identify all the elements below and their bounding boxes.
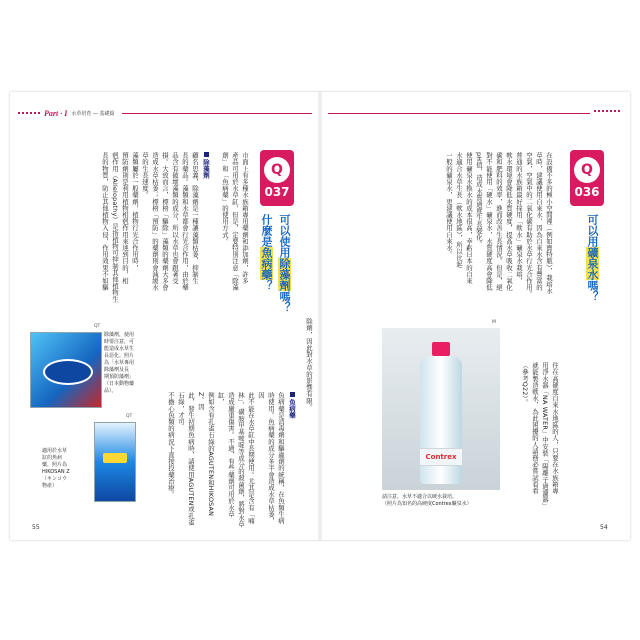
photo-caption: [382, 494, 522, 508]
text-line: 產品可用於水草缸，但是，定要特別注意「除藻: [231, 152, 239, 291]
text-line: 除藻劑及長: [104, 367, 130, 373]
algaecide-product-photo: [30, 332, 102, 408]
bottle-cap: [432, 342, 450, 356]
text-line: 除藻劑，使用: [104, 332, 135, 338]
title-part: 嗎？: [586, 280, 599, 302]
text-line: 水適合水草生長（軟水地區），所以比起: [455, 152, 463, 268]
text-line: 長的藥品。藻類和水草都會行光合作用，由於藥: [181, 152, 189, 291]
text-line: 空氣，空氣中的二氧化碳有助於水草行光合作用。: [525, 152, 533, 298]
product-tag-1: QT: [94, 324, 101, 329]
text-line: 使用礦泉水換水的成本很高，幸虧日本的自來: [465, 152, 473, 284]
section-crumb: 水草培育 — 基礎篇: [71, 110, 115, 117]
q037-intro: [216, 152, 250, 342]
text-line: pH值，造成水質過度生長變化。: [475, 152, 483, 248]
text-line: 藻類屬於一般藥劑，植物行光合作用時，: [131, 152, 139, 271]
text-line: 除劑，因此對水草的影響有限。: [305, 318, 313, 411]
text-line: 長惡化。照片: [104, 353, 135, 359]
title-part: 嗎？: [278, 291, 291, 313]
subhead-text: 魚病藥: [288, 399, 296, 419]
question-badge-037: [260, 150, 294, 206]
header-rule-left: [122, 113, 312, 114]
algaecide-continued: [302, 318, 314, 528]
q-letter: Q: [574, 157, 600, 183]
contrex-photo: [382, 328, 500, 490]
title-part: 可以用: [586, 214, 599, 247]
text-line: 魚病藥是消毒劑和驅蟲劑的統稱，在魚類生病: [277, 392, 285, 524]
text-line: 期預防藻劑」: [104, 374, 135, 380]
header-rule-right: [328, 113, 590, 114]
text-line: 草時，建議使用自來水，因為自來水含有豐富的: [535, 152, 543, 291]
subhead-square: [290, 392, 295, 397]
q036-continued: [520, 362, 560, 530]
text-line: 普通的水族箱最好採用「軟水」礦泉水栽培，: [515, 152, 523, 284]
subhead-square: [204, 152, 209, 157]
algaecide-body: [90, 152, 200, 357]
text-line: 預防劑則是利用植物相剋作用來達到目的，相: [121, 152, 129, 284]
text-line: 對不能使用「硬水」礦泉水，水質硬度高會降低: [485, 152, 493, 291]
text-line: 例如含有孔雀石綠的AGUTEN和HIKOSAN Z。因: [197, 392, 215, 517]
q037-title-line1: [276, 214, 292, 404]
question-badge-036: [570, 150, 604, 206]
q037-title-line2: [258, 214, 274, 404]
text-line: 長的物質，防止其他植物入侵，作用效果不如驅: [101, 152, 109, 291]
text-line: 品）。: [104, 388, 117, 394]
q-number: 037: [264, 185, 290, 199]
text-line: 顧名思義，除藻劑是一種讓藻類枯萎、抑制生: [191, 152, 199, 284]
text-line: 軟水環境會降低水質硬度，提高水草吸收二氧化: [505, 152, 513, 291]
caption-line: 請注意，水草不適合以硬水栽培。: [382, 494, 458, 500]
header-dots-right: [594, 110, 620, 112]
text-line: 市面上有多種水族箱專用藥劑和添加劑，許多: [241, 152, 249, 284]
part-label: Part · I: [44, 108, 68, 118]
text-line: 造成嚴重傷害。不過，有些藥劑可用於水草缸，: [217, 392, 235, 518]
text-line: 草的生長速度。: [141, 152, 149, 199]
text-line: 用淨水器「NA WATER」中安裝「陽離子過濾器」: [541, 362, 549, 510]
text-line: （キンコウ: [42, 476, 67, 482]
text-line: 造成水草枯萎；標榜「預防」的藥劑則會減緩水: [151, 152, 159, 291]
text-line: 為「水草專用: [104, 360, 135, 366]
running-header: [18, 106, 115, 120]
q036-body: [418, 152, 554, 357]
page-number-right: 54: [600, 524, 608, 531]
text-line: 林」、磺胺甲基嘧啶等成分的殺菌劑，將對水草: [237, 392, 245, 528]
text-line: 時要注意，可: [104, 339, 135, 345]
subhead-fish-medicine: [288, 392, 297, 442]
text-line: 適用於水草: [42, 448, 68, 454]
text-line: 藥，照片為: [42, 462, 68, 468]
text-line: 此，發生初期魚病時，請使用AGUTEN或孔雀石綠，才可: [177, 392, 195, 526]
q-letter: Q: [264, 157, 290, 183]
text-line: 碳和肥料的效率，進而改善生長情況。但是，絕: [495, 152, 503, 291]
page-number-left: 55: [32, 524, 40, 531]
title-part: ？: [260, 280, 273, 291]
title-highlight: 魚病藥: [260, 247, 273, 280]
text-line: 劑」和「魚病藥」的使用方式。: [221, 152, 229, 245]
book-spread: [10, 92, 630, 540]
text-line: 時使用。魚病藥的成分多半會造成水草枯萎，因: [257, 392, 275, 524]
bottle-label: Contrex: [420, 448, 462, 466]
page-gutter: [317, 92, 323, 540]
text-line: 缸的魚病: [42, 455, 63, 461]
q036-title: [584, 214, 600, 414]
subhead-text: 除藻劑: [202, 159, 210, 179]
q-number: 036: [574, 185, 600, 199]
text-line: 品含有破壞藻類的成分，所以水草也會跟著受: [171, 152, 179, 284]
text-line: 此不能在水草缸中長期使用。尤其是含有「喃: [247, 392, 255, 524]
text-line: 損。大致而言，標榜「驅除」藻類的藥劑大多會: [161, 152, 169, 291]
fish-medicine-note: [42, 448, 90, 490]
title-part: 什麼是: [260, 214, 273, 247]
text-line: 住在高硬度自來水地區的人，只要在水族箱專: [551, 362, 559, 494]
text-line: （日本動物藥: [104, 381, 135, 387]
text-line: 剋作用（Allelopathy）是指植物可抑制其他植物生: [111, 152, 119, 303]
text-line: HIKOSAN Z: [42, 469, 70, 475]
fish-medicine-body: [167, 392, 286, 528]
product-tag-2: QT: [126, 414, 133, 419]
caption-line: （照片為知名的高硬度Contrex礦泉水）: [382, 501, 472, 507]
text-line: （參考Q22）。: [521, 362, 529, 406]
text-line: 物產）: [42, 483, 58, 489]
text-line: 能造成水草生: [104, 346, 135, 352]
title-part: 可以使用: [278, 214, 291, 258]
title-highlight: 除藻劑: [278, 258, 291, 291]
header-dots: [18, 112, 40, 114]
photo-tag: M: [492, 320, 496, 325]
product-emblem: [43, 359, 93, 385]
algaecide-note: [104, 332, 156, 395]
subhead-algaecide: [202, 152, 211, 212]
text-line: 一般的礦泉水，更建議使用自來水。: [445, 152, 453, 258]
text-line: 不擔心魚類的病況下直接投藥治療。: [167, 392, 175, 498]
text-line: 就能製造軟水，為此困擾的人請務必嘗試看看: [531, 362, 539, 494]
text-line: 在設備不多的極小空間裡（例如寶特瓶），栽培水: [545, 152, 553, 294]
product-label-band: [103, 453, 127, 463]
fish-medicine-product-photo: [94, 422, 136, 502]
title-highlight: 礦泉水: [586, 247, 599, 280]
